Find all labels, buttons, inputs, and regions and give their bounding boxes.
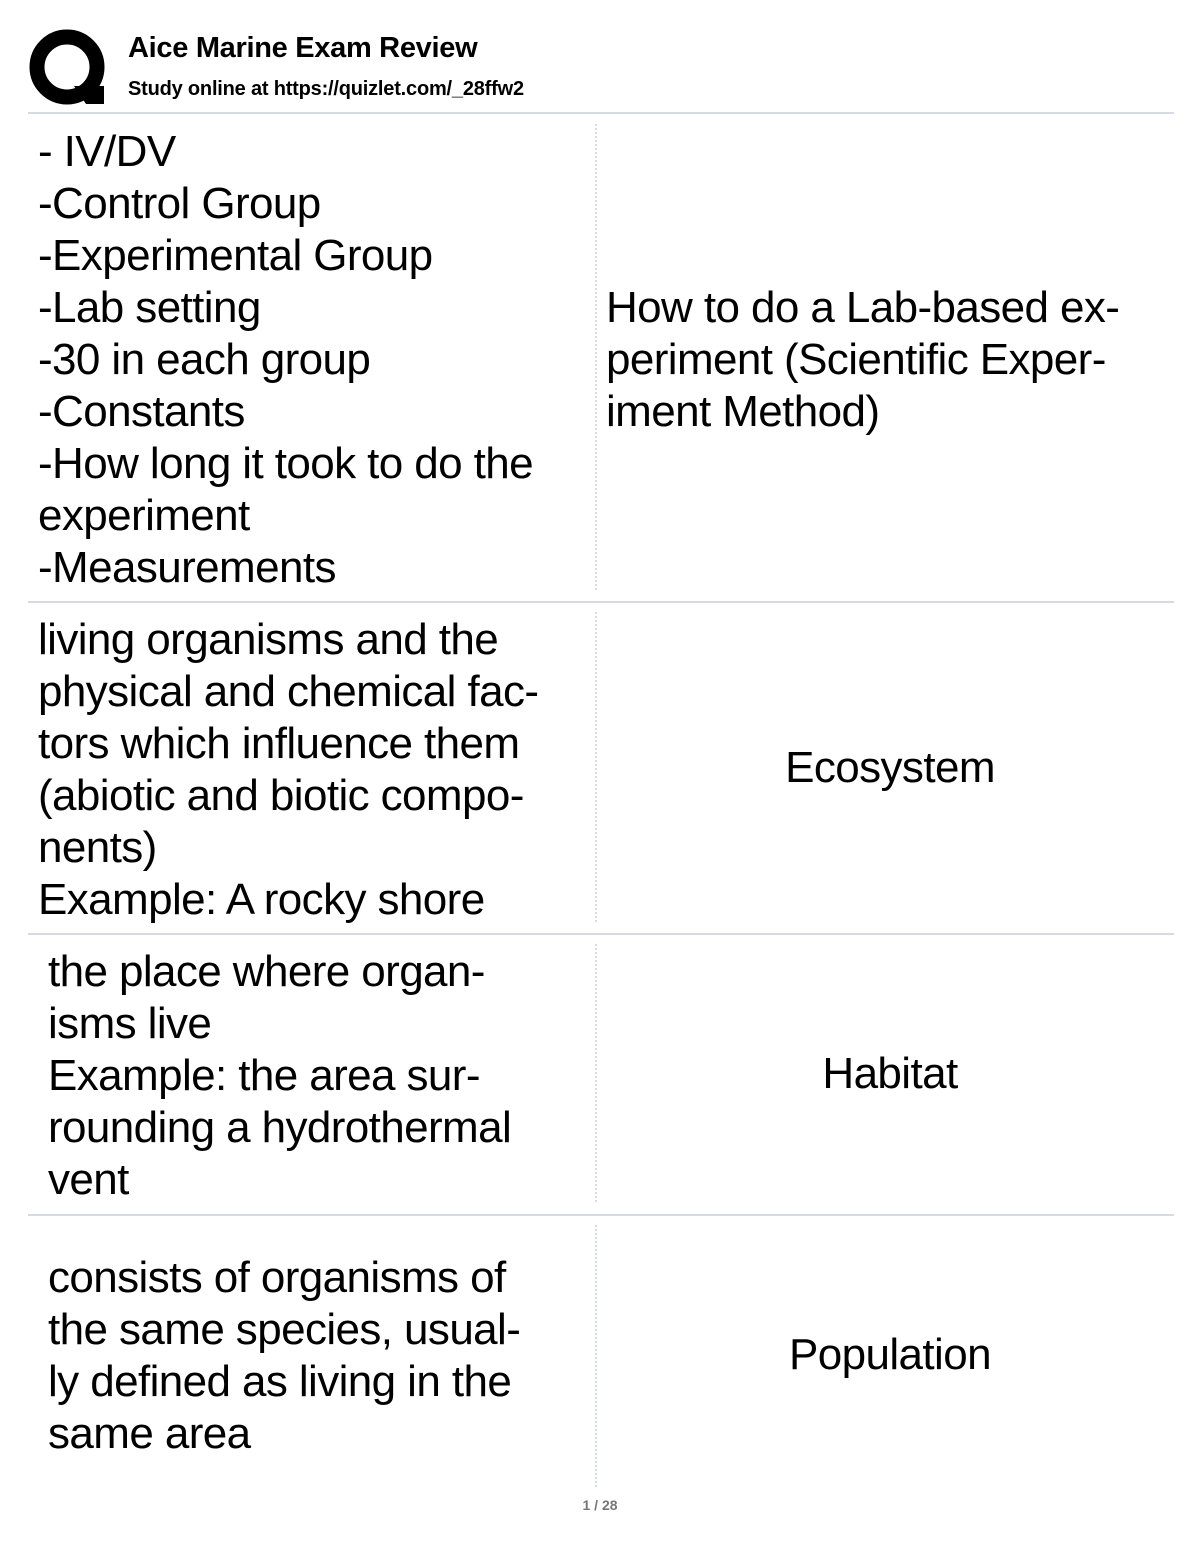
card-divider (28, 601, 1174, 603)
term-line: consists of organisms of (48, 1253, 506, 1302)
card-divider (28, 1214, 1174, 1216)
term-line: -Control Group (38, 179, 321, 228)
definition-line: Habitat (822, 1049, 958, 1098)
term-line: Example: A rocky shore (38, 875, 485, 924)
term-line: living organisms and the (38, 615, 499, 664)
card-definition (606, 742, 1174, 794)
page-indicator: 1 / 28 (582, 1497, 618, 1513)
flashcard (28, 612, 1174, 922)
term-line: -Measurements (38, 543, 336, 592)
definition-line: How to do a Lab-based ex- (606, 283, 1120, 332)
term-line: isms live (48, 999, 212, 1048)
term-line: experiment (38, 491, 250, 540)
term-line: -Lab setting (38, 283, 261, 332)
term-line: Example: the area sur- (48, 1051, 480, 1100)
card-definition (606, 1329, 1174, 1381)
quizlet-q-logo-icon (28, 28, 110, 110)
term-line: rounding a hydrothermal (48, 1103, 512, 1152)
page-title: Aice Marine Exam Review (128, 32, 478, 64)
term-line: -Constants (38, 387, 245, 436)
definition-line: periment (Scientific Exper- (606, 335, 1106, 384)
flashcard (28, 944, 1174, 1202)
study-online-link[interactable]: Study online at https://quizlet.com/_28ffw2 (128, 78, 524, 100)
card-term (38, 126, 598, 594)
term-line: vent (48, 1155, 129, 1204)
flashcard (28, 124, 1174, 590)
term-line: physical and chemical fac- (38, 667, 539, 716)
definition-line: iment Method) (606, 387, 880, 436)
term-line: - IV/DV (38, 127, 176, 176)
term-line: (abiotic and biotic compo- (38, 771, 524, 820)
term-line: -Experimental Group (38, 231, 433, 280)
card-term (48, 946, 608, 1206)
term-line: same area (48, 1409, 251, 1458)
flashcard (28, 1225, 1174, 1487)
definition-line: Population (789, 1330, 991, 1379)
card-term (38, 614, 598, 926)
term-line: tors which influence them (38, 719, 520, 768)
term-line: ly defined as living in the (48, 1357, 512, 1406)
term-line: -30 in each group (38, 335, 371, 384)
card-term (48, 1252, 608, 1460)
card-divider (28, 933, 1174, 935)
term-line: -How long it took to do the (38, 439, 533, 488)
definition-line: Ecosystem (785, 743, 995, 792)
page-header (28, 28, 1174, 112)
card-definition (606, 282, 1174, 438)
term-line: nents) (38, 823, 157, 872)
term-line: the place where organ- (48, 947, 485, 996)
card-definition (606, 1048, 1174, 1100)
header-divider (28, 112, 1174, 114)
term-line: the same species, usual- (48, 1305, 521, 1354)
